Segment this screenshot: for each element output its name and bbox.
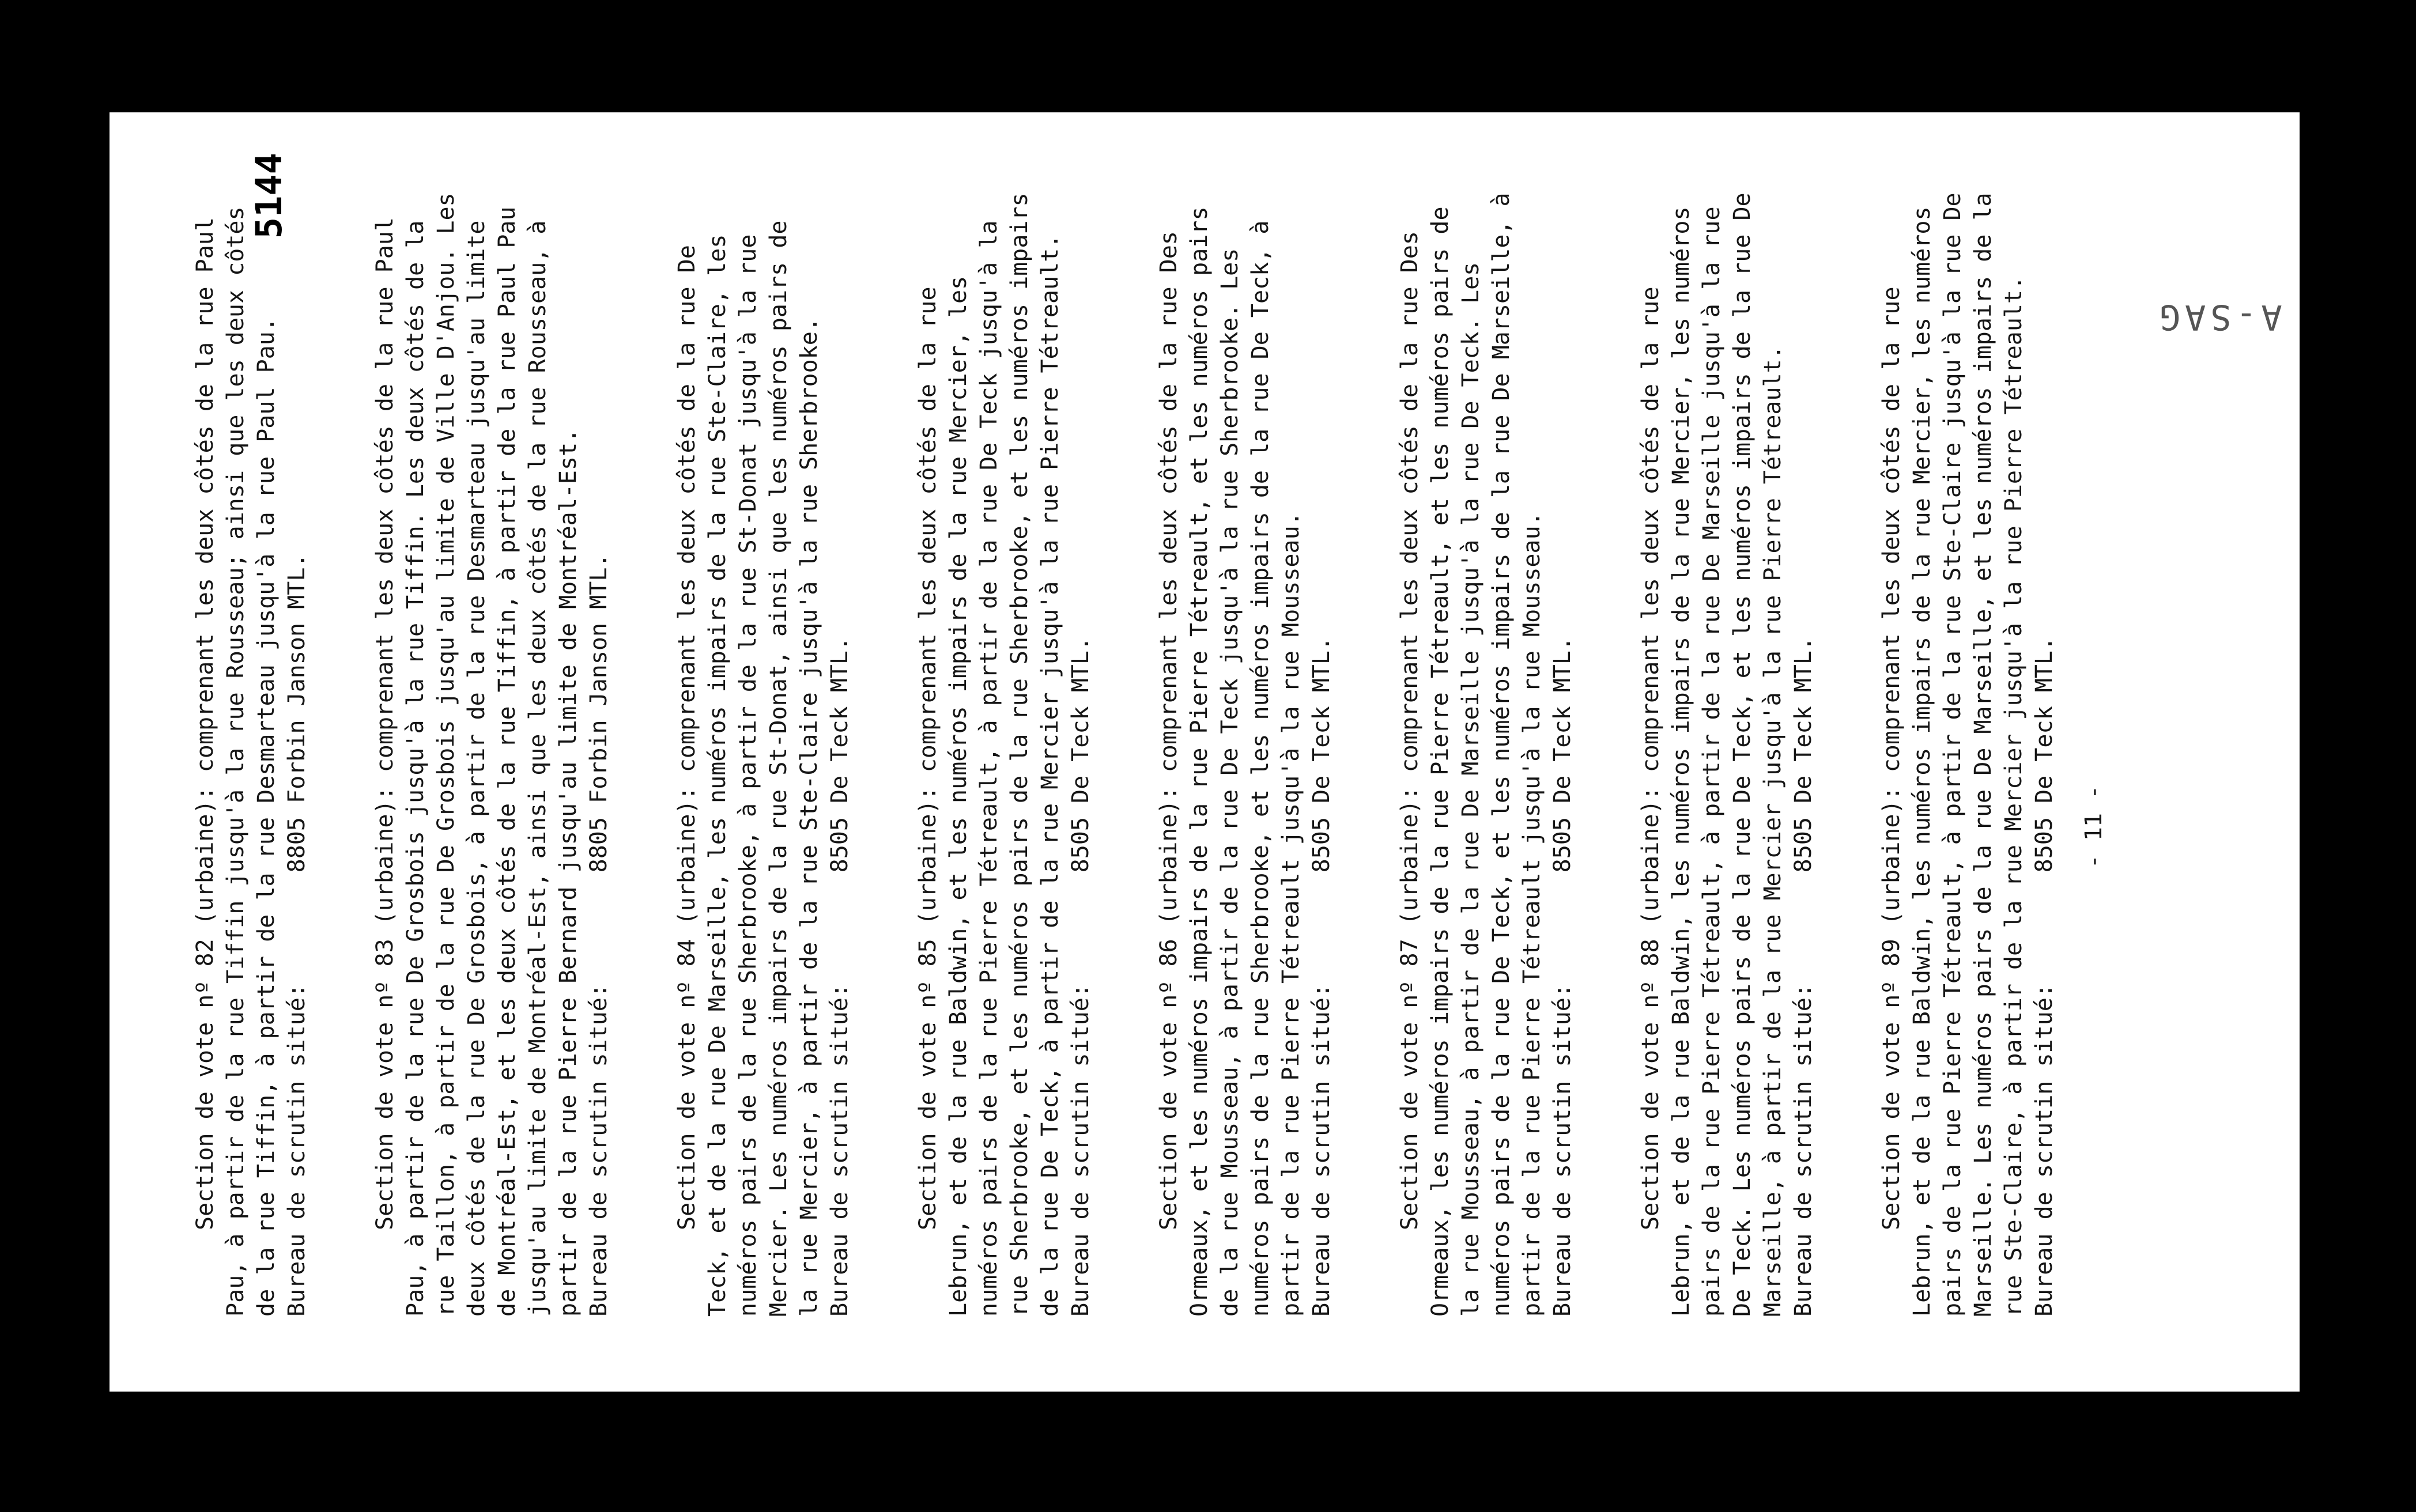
archive-stamp: A-SAG: [2155, 297, 2282, 337]
bureau-line: [1307, 187, 1337, 1317]
section-87: [1395, 179, 1578, 1317]
section-89: [1877, 179, 2060, 1317]
section-86: [1154, 187, 1337, 1317]
bureau-value: 8505 De Teck MTL.: [1790, 636, 1817, 873]
section-text: Section de vote nº 88 (urbaine): comprenant les deux côtés de la rue Lebrun, et de la rue Baldwin, les numéros impairs de la rue Mercier, les numéros pairs de la rue Pierre Tétreault, à partir de la rue De Marseille jusqu'à la rue De Teck. Les numéros pairs de la rue De Teck, et les numéros impairs de la rue De Marseille, à partir de la rue Mercier jusqu'à la rue Pierre Tétreault.: [1637, 179, 1786, 1317]
section-88: [1636, 179, 1819, 1317]
bureau-label: Bureau de scrutin situé:: [1067, 984, 1094, 1317]
bureau-label: Bureau de scrutin situé:: [586, 984, 612, 1317]
bureau-value: 8505 De Teck MTL.: [2031, 636, 2058, 873]
bureau-line: [584, 187, 614, 1317]
bureau-label: Bureau de scrutin situé:: [1790, 984, 1817, 1317]
section-text: Section de vote nº 89 (urbaine): comprenant les deux côtés de la rue Lebrun, et de la rue Baldwin, les numéros impairs de la rue Mercier, les numéros pairs de la rue Pierre Tétreault, à partir de la rue Ste-Claire jusqu'à la rue De Marseille. Les numéros pairs de la rue De Marseille, et les numéros impairs de la rue Ste-Claire, à partir de la rue Mercier jusqu'à la rue Pierre Tétreault.: [1878, 179, 2027, 1317]
scanned-page: [110, 112, 2300, 1392]
document-body: [190, 153, 2117, 1317]
section-text: Section de vote nº 82 (urbaine): comprenant les deux côtés de la rue Paul Pau, à partir de la rue Tiffin jusqu'à la rue Rousseau; ainsi que les deux côtés de la rue Tiffin, à partir de la rue Desmarteau jusqu'à la rue Paul Pau.: [192, 192, 280, 1317]
bureau-line: [1066, 187, 1096, 1317]
footer-page-number: - 11 -: [2081, 785, 2107, 869]
section-text: Section de vote nº 83 (urbaine): comprenant les deux côtés de la rue Paul Pau, à partir de la rue De Grosbois jusqu'à la rue Tiffin. Les deux côtés de la rue Taillon, à partir de la rue De Grosbois jusqu'au limite de Ville D'Anjou. Les deux côtés de la rue De Grosbois, à partir de la rue Desmarteau jusqu'au limite de Montréal-Est, et les deux côtés de la rue Tiffin, à partir de la rue Paul Pau jusqu'au limite de Montréal-Est, ainsi que les deux côtés de la rue Rousseau, à partir de la rue Pierre Bernard jusqu'au limite de Montréal-Est.: [372, 179, 582, 1317]
bureau-value: 8805 Forbin Janson MTL.: [284, 553, 310, 873]
bureau-label: Bureau de scrutin situé:: [284, 984, 310, 1317]
bureau-value: 8505 De Teck MTL.: [826, 636, 853, 873]
page-number: 5144: [248, 153, 290, 239]
bureau-label: Bureau de scrutin situé:: [1308, 984, 1335, 1317]
section-84: [672, 187, 855, 1317]
section-82: [190, 187, 312, 1317]
bureau-label: Bureau de scrutin situé:: [1549, 984, 1576, 1317]
rotated-document: [110, 112, 2300, 1392]
bureau-line: [825, 187, 855, 1317]
section-text: Section de vote nº 86 (urbaine): comprenant les deux côtés de la rue Des Ormeaux, et les numéros impairs de la rue Pierre Tétreault, et les numéros pairs de la rue Mousseau, à partir de la rue De Teck jusqu'à la rue Sherbrooke. Les numéros pairs de la rue Sherbrooke, et les numéros impairs de la rue De Teck, à partir de la rue Pierre Tétreault jusqu'à la rue Mousseau.: [1156, 192, 1304, 1317]
bureau-value: 8805 Forbin Janson MTL.: [586, 553, 612, 873]
bureau-value: 8505 De Teck MTL.: [1308, 636, 1335, 873]
bureau-line: [282, 187, 312, 1317]
bureau-label: Bureau de scrutin situé:: [826, 984, 853, 1317]
bureau-label: Bureau de scrutin situé:: [2031, 984, 2058, 1317]
bureau-line: [1788, 187, 1819, 1317]
section-85: [913, 179, 1096, 1317]
section-text: Section de vote nº 85 (urbaine): comprenant les deux côtés de la rue Lebrun, et de la rue Baldwin, et les numéros impairs de la rue Mercier, les numéros pairs de la rue Pierre Tétreault, à partir de la rue De Teck jusqu'à la rue Sherbrooke, et les numéros pairs de la rue Sherbrooke, et les numéros impairs de la rue De Teck, à partir de la rue Mercier jusqu'à la rue Pierre Tétreault.: [915, 179, 1063, 1317]
bureau-line: [2029, 187, 2060, 1317]
bureau-line: [1547, 187, 1578, 1317]
bureau-value: 8505 De Teck MTL.: [1067, 636, 1094, 873]
bureau-value: 8505 De Teck MTL.: [1549, 636, 1576, 873]
section-83: [370, 179, 614, 1317]
section-text: Section de vote nº 84 (urbaine): comprenant les deux côtés de la rue De Teck, et de la rue De Marseille, les numéros impairs de la rue Ste-Claire, les numéros pairs de la rue Sherbrooke, à partir de la rue St-Donat jusqu'à la rue Mercier. Les numéros impairs de la rue St-Donat, ainsi que les numéros pairs de la rue Mercier, à partir de la rue Ste-Claire jusqu'à la rue Sherbrooke.: [674, 206, 822, 1317]
section-text: Section de vote nº 87 (urbaine): comprenant les deux côtés de la rue Des Ormeaux, les numéros impairs de la rue Pierre Tétreault, et les numéros pairs de la rue Mousseau, à partir de la rue De Marseille jusqu'à la rue De Teck. Les numéros pairs de la rue De Teck, et les numéros impairs de la rue De Marseille, à partir de la rue Pierre Tétreault jusqu'à la rue Mousseau.: [1396, 179, 1545, 1317]
